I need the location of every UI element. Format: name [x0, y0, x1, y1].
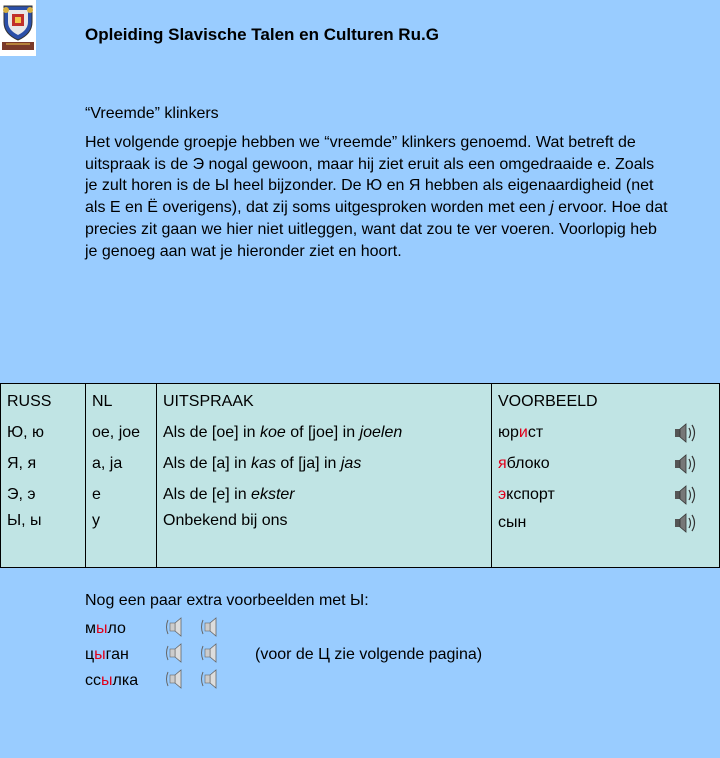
uit-text: of [ja] in: [275, 454, 341, 472]
cell-nl: y: [86, 510, 157, 568]
example-word: [498, 424, 543, 442]
page-title: Opleiding Slavische Talen en Culturen Ru.G: [85, 25, 439, 44]
header-voorbeeld: VOORBEELD: [492, 384, 720, 418]
uit-italic: koe: [259, 423, 286, 441]
uit-text: of [joe] in: [285, 423, 360, 441]
speaker-icon[interactable]: [672, 484, 698, 506]
speaker-icon[interactable]: [200, 642, 226, 664]
table-row: [1, 479, 720, 510]
cell-uitspraak: [157, 479, 492, 510]
word-part: лка: [112, 672, 139, 689]
cell-voorbeeld: [492, 510, 720, 568]
table-row: [1, 510, 720, 568]
speaker-icon[interactable]: [200, 668, 226, 690]
uit-text: Als de [e] in: [163, 485, 252, 503]
intro-section: [85, 103, 670, 263]
header-nl: NL: [86, 384, 157, 418]
extra-word: [85, 672, 165, 690]
word-highlight: ы: [94, 646, 106, 663]
header-uitspraak: UITSPRAAK: [157, 384, 492, 418]
cell-russ: Э, э: [1, 479, 86, 510]
uit-italic: ekster: [251, 485, 295, 503]
cell-uitspraak: Onbekend bij ons: [157, 510, 492, 568]
cell-voorbeeld: [492, 479, 720, 510]
word-part: ц: [85, 646, 95, 663]
uit-text: Als de [a] in: [163, 454, 252, 472]
extra-word: [85, 620, 165, 638]
extra-note: (voor de Ц zie volgende pagina): [255, 646, 483, 663]
intro-paragraph: [85, 132, 670, 263]
example-highlight: и: [518, 423, 528, 441]
cell-voorbeeld: [492, 448, 720, 479]
uit-text: Als de [oe] in: [163, 423, 260, 441]
uit-italic: kas: [251, 454, 276, 472]
cell-voorbeeld: [492, 417, 720, 448]
example-part: блоко: [506, 454, 550, 472]
cell-nl: oe, joe: [86, 417, 157, 448]
header-russ: RUSS: [1, 384, 86, 418]
speaker-icon[interactable]: [200, 616, 226, 638]
example-part: юр: [498, 423, 519, 441]
intro-text-1: Het volgende groepje hebben we “vreemde” klinkers genoemd. Wat betreft de uitspraak is de Э nogal gewoon, maar hij ziet eruit als een omgedraaide e. Zoals je zult horen is de Ы heel bijzonder. De Ю en Я hebben als eigenaardigheid (net als Е en Ё overigens), dat zij soms uitgesproken worden met een: [85, 133, 655, 217]
speaker-icon[interactable]: [672, 422, 698, 444]
list-item: [85, 668, 482, 694]
example-highlight: э: [498, 485, 507, 503]
word-part: ло: [107, 620, 126, 637]
word-part: ган: [105, 646, 129, 663]
example-word: [498, 455, 550, 473]
extra-heading: Nog een paar extra voorbeelden met Ы:: [85, 592, 369, 609]
intro-text-italic: j: [550, 199, 554, 217]
speaker-icon[interactable]: [165, 616, 191, 638]
table-row: [1, 417, 720, 448]
cell-nl: a, ja: [86, 448, 157, 479]
example-word: [498, 486, 555, 504]
example-highlight: я: [498, 454, 507, 472]
list-item: [85, 616, 482, 642]
table-row: [1, 448, 720, 479]
word-part: сс: [85, 672, 101, 689]
table-header-row: [1, 384, 720, 418]
cell-nl: e: [86, 479, 157, 510]
example-word: сын: [498, 514, 527, 531]
cell-russ: Я, я: [1, 448, 86, 479]
cell-uitspraak: [157, 448, 492, 479]
vowel-table: [0, 383, 720, 568]
extra-word: [85, 646, 165, 664]
word-highlight: ы: [96, 620, 108, 637]
extra-examples: [85, 592, 482, 694]
coat-of-arms-logo: [0, 0, 36, 56]
cell-uitspraak: [157, 417, 492, 448]
speaker-icon[interactable]: [672, 453, 698, 475]
example-part: кспорт: [506, 485, 555, 503]
word-part: м: [85, 620, 96, 637]
word-highlight: ы: [101, 672, 113, 689]
speaker-icon[interactable]: [672, 512, 698, 534]
intro-text-2: ervoor. Hoe dat precies zit gaan we hier niet uitleggen, want dat zou te ver voeren. Voorlopig heb je genoeg aan wat je hieronder ziet en hoort.: [85, 199, 668, 260]
example-part: ст: [527, 423, 544, 441]
uit-italic: jas: [340, 454, 362, 472]
cell-russ: Ю, ю: [1, 417, 86, 448]
cell-russ: Ы, ы: [1, 510, 86, 568]
intro-heading: “Vreemde” klinkers: [85, 105, 219, 122]
uit-italic: joelen: [359, 423, 403, 441]
list-item: [85, 642, 482, 668]
speaker-icon[interactable]: [165, 668, 191, 690]
speaker-icon[interactable]: [165, 642, 191, 664]
